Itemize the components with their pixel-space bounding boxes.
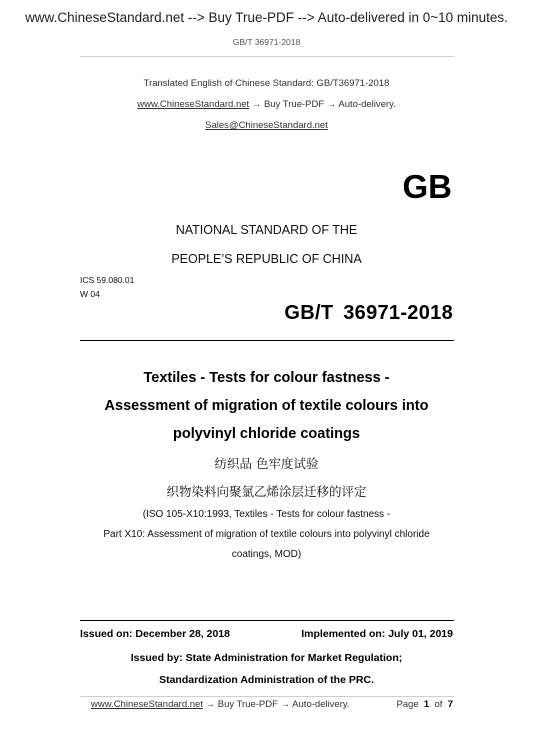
issued-by-line1: Issued by: State Administration for Market Regulation; bbox=[130, 652, 403, 664]
top-banner: www.ChineseStandard.net --> Buy True-PDF --> Auto-delivered in 0~10 minutes. bbox=[25, 10, 508, 25]
national-standard-line1: NATIONAL STANDARD OF THE bbox=[175, 223, 358, 237]
gb-mark: GB bbox=[402, 168, 452, 205]
chinese-title-line1: 纺织品 色牢度试验 bbox=[214, 456, 319, 471]
title-line2: Assessment of migration of textile colours into bbox=[104, 398, 429, 414]
footer-link-line bbox=[91, 699, 350, 710]
national-standard-line2: PEOPLE’S REPUBLIC OF CHINA bbox=[171, 252, 362, 266]
site-link[interactable]: www.ChineseStandard.net bbox=[137, 99, 250, 110]
site-link-suffix: → Buy True-PDF → Auto-delivery. bbox=[249, 99, 396, 110]
ics-code: ICS 59.080.01 bbox=[80, 275, 135, 285]
page-of: of bbox=[434, 699, 443, 710]
issued-on: Issued on: December 28, 2018 bbox=[80, 628, 230, 640]
chinese-title-line2: 织物染料向聚氯乙烯涂层迁移的评定 bbox=[166, 484, 367, 499]
issued-by-line2: Standardization Administration of the PRC. bbox=[159, 674, 374, 686]
iso-reference-line1: (ISO 105-X10:1993, Textiles - Tests for colour fastness - bbox=[142, 509, 391, 520]
implemented-on: Implemented on: July 01, 2019 bbox=[301, 628, 453, 640]
footer-divider bbox=[80, 696, 454, 697]
footer-site-link[interactable]: www.ChineseStandard.net bbox=[91, 699, 203, 710]
page-indicator bbox=[396, 699, 453, 710]
page-current: 1 bbox=[423, 699, 430, 710]
email-line bbox=[0, 120, 533, 131]
header-divider bbox=[80, 56, 454, 57]
title-line1: Textiles - Tests for colour fastness - bbox=[143, 370, 390, 386]
footer-suffix: → Buy True-PDF → Auto-delivery. bbox=[202, 699, 350, 710]
iso-reference-line3: coatings, MOD) bbox=[231, 549, 302, 560]
translated-line: Translated English of Chinese Standard: GB/T36971-2018 bbox=[143, 78, 390, 89]
iso-reference-line2: Part X10: Assessment of migration of textile colours into polyvinyl chloride bbox=[103, 529, 430, 540]
dates-rule bbox=[80, 620, 454, 621]
site-link-line bbox=[0, 99, 533, 110]
title-line3: polyvinyl chloride coatings bbox=[173, 426, 360, 442]
doc-header-id: GB/T 36971-2018 bbox=[232, 37, 301, 47]
title-rule bbox=[80, 340, 454, 341]
standard-number: GB/T 36971-2018 bbox=[284, 302, 453, 324]
w-code: W 04 bbox=[80, 289, 100, 299]
page-total: 7 bbox=[447, 699, 453, 710]
email-link[interactable]: Sales@ChineseStandard.net bbox=[205, 120, 328, 131]
page-label: Page bbox=[396, 699, 419, 710]
